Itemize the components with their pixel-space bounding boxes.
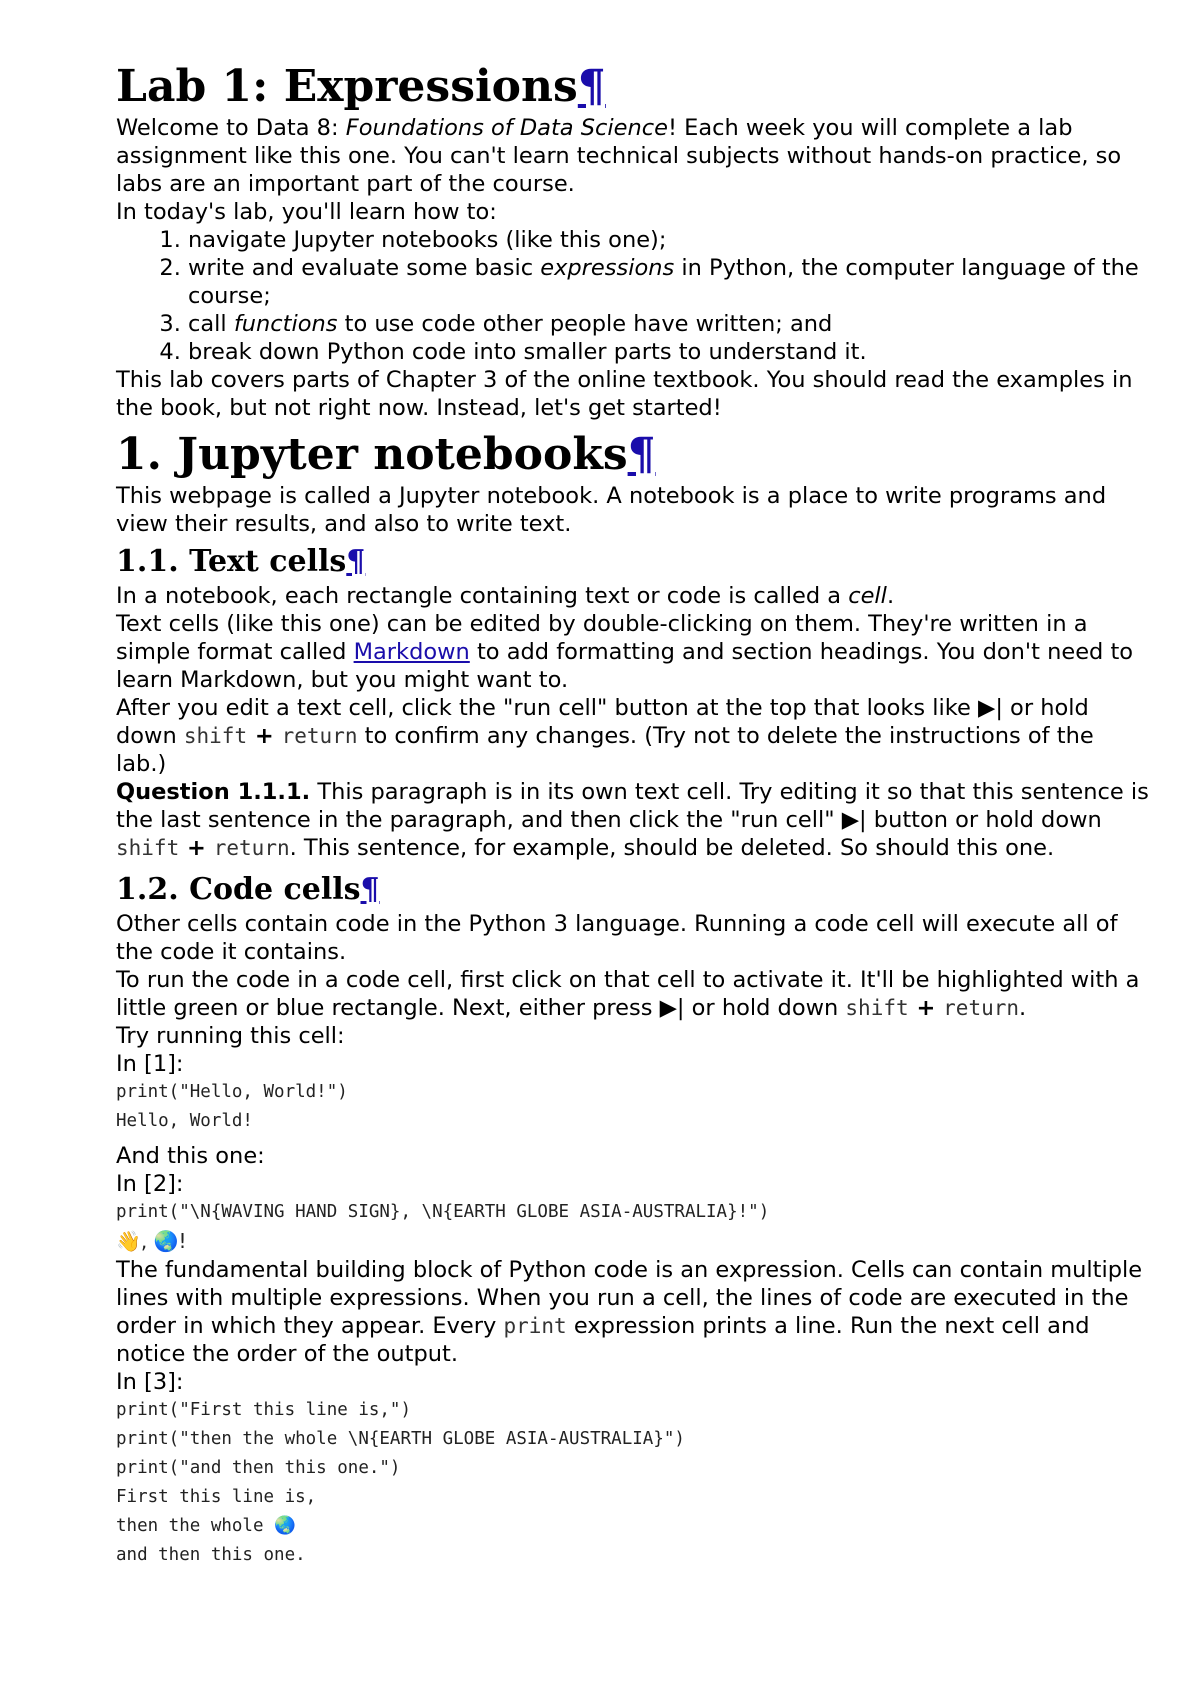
anchor-link[interactable]: ¶	[346, 544, 366, 579]
list-item: 4. break down Python code into smaller parts to understand it.	[188, 338, 1150, 366]
input-prompt: In [2]:	[116, 1171, 184, 1197]
code-input-line[interactable]: print("and then this one.")	[116, 1458, 401, 1478]
section-heading: 1. Jupyter notebooks¶	[116, 429, 656, 480]
paragraph: After you edit a text cell, click the "run cell" button at the top that looks like ▶| or hold down shift + return to confirm any changes. (Try not to delete the instructions of the lab.)	[116, 695, 1094, 777]
paragraph: The fundamental building block of Python code is an expression. Cells can contain multiple lines with multiple expressions. When you run a cell, the lines of code are executed in the order in which they appear. Every print expression prints a line. Run the next cell and notice the order of the output.	[116, 1257, 1143, 1367]
code-input[interactable]: print("\N{WAVING HAND SIGN}, \N{EARTH GLOBE ASIA-AUSTRALIA}!")	[116, 1202, 770, 1222]
anchor-link[interactable]: ¶	[577, 61, 606, 112]
paragraph: In a notebook, each rectangle containing text or code is called a cell.	[116, 583, 895, 609]
markdown-link[interactable]: Markdown	[353, 639, 470, 665]
code-output: 👋, 🌏!	[116, 1229, 187, 1253]
code-output-line: First this line is,	[116, 1487, 317, 1507]
subsection-heading: 1.1. Text cells¶	[116, 544, 366, 579]
section-paragraph: This webpage is called a Jupyter notebook. A notebook is a place to write programs and view their results, and also to write text.	[116, 483, 1107, 537]
paragraph: Other cells contain code in the Python 3 language. Running a code cell will execute all of the code it contains.	[116, 911, 1118, 965]
code-output: Hello, World!	[116, 1111, 253, 1131]
code-input[interactable]: print("Hello, World!")	[116, 1082, 348, 1102]
paragraph: Try running this cell:	[116, 1023, 345, 1049]
paragraph: And this one:	[116, 1143, 265, 1169]
list-item: 3. call functions to use code other people have written; and	[188, 310, 1150, 338]
anchor-link[interactable]: ¶	[627, 429, 656, 480]
intro-paragraph-2: In today's lab, you'll learn how to:	[116, 199, 497, 225]
input-prompt: In [3]:	[116, 1369, 184, 1395]
code-input-line[interactable]: print("then the whole \N{EARTH GLOBE ASIA-AUSTRALIA}")	[116, 1429, 685, 1449]
page-title: Lab 1: Expressions¶	[116, 61, 606, 112]
code-output-line: then the whole 🌏	[116, 1516, 296, 1536]
objectives-list	[116, 226, 1150, 366]
subsection-heading: 1.2. Code cells¶	[116, 872, 380, 907]
question-label: Question 1.1.1.	[116, 779, 311, 805]
code-cell[interactable]	[116, 1170, 1150, 1256]
code-cell[interactable]	[116, 1368, 1150, 1570]
paragraph: To run the code in a code cell, first click on that cell to activate it. It'll be highlighted with a little green or blue rectangle. Next, either press ▶| or hold down shift + return.	[116, 967, 1140, 1021]
code-output-line: and then this one.	[116, 1545, 306, 1565]
question-paragraph[interactable]: Question 1.1.1. This paragraph is in its own text cell. Try editing it so that this sentence is the last sentence in the paragraph, and then click the "run cell" ▶| button or hold down shift + return. This sentence, for example, should be deleted. So should this one.	[116, 779, 1149, 861]
code-input-line[interactable]: print("First this line is,")	[116, 1400, 412, 1420]
intro-paragraph: Welcome to Data 8: Foundations of Data Science! Each week you will complete a lab assignment like this one. You can't learn technical subjects without hands-on practice, so labs are an important part of the course.	[116, 115, 1122, 197]
code-cell[interactable]	[116, 1050, 1150, 1136]
paragraph: Text cells (like this one) can be edited by double-clicking on them. They're written in a simple format called Markdown to add formatting and section headings. You don't need to learn Markdown, but you might want to.	[116, 611, 1134, 693]
input-prompt: In [1]:	[116, 1051, 184, 1077]
list-item: 2. write and evaluate some basic expressions in Python, the computer language of the course;	[188, 254, 1150, 310]
list-item: 1. navigate Jupyter notebooks (like this one);	[188, 226, 1150, 254]
anchor-link[interactable]: ¶	[360, 872, 380, 907]
intro-paragraph-3: This lab covers parts of Chapter 3 of the online textbook. You should read the examples in the book, but not right now. Instead, let's get started!	[116, 367, 1133, 421]
